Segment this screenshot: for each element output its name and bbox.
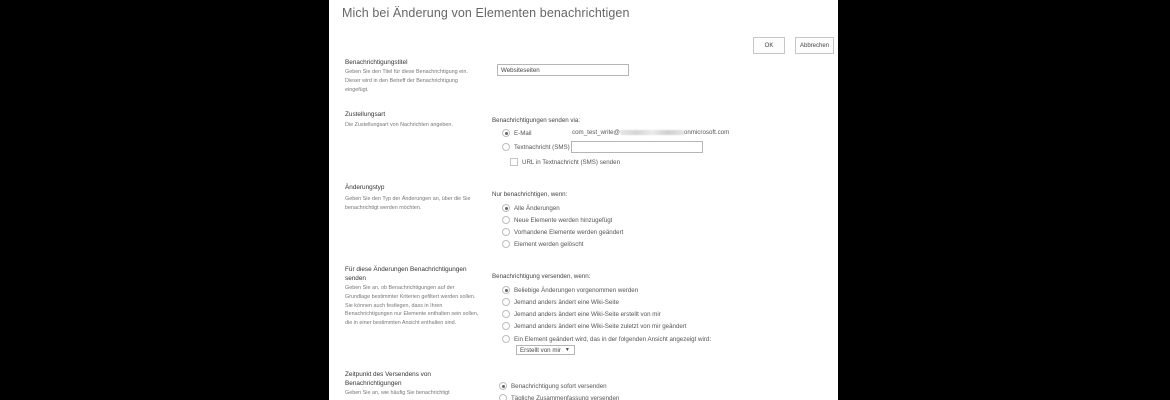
radio-all-changes[interactable] <box>502 204 510 212</box>
delivery-prompt: Benachrichtigungen senden via: <box>492 117 581 124</box>
cancel-button[interactable]: Abbrechen <box>795 37 834 54</box>
delivery-option-email[interactable] <box>502 128 532 138</box>
option-label: Benachrichtigung sofort versenden <box>511 382 607 390</box>
option-label: Jemand anders ändert eine Wiki-Seite <box>514 298 619 306</box>
option-label: Vorhandene Elemente werden geändert <box>514 228 624 236</box>
radio-view[interactable] <box>502 335 510 343</box>
view-select-value: Erstellt von mir <box>520 346 561 354</box>
sms-label: Textnachricht (SMS) <box>514 143 570 151</box>
change-type-prompt: Nur benachrichtigen, wenn: <box>492 191 568 198</box>
timing-option-daily[interactable] <box>499 393 619 400</box>
change-type-heading: Änderungstyp <box>345 184 385 191</box>
timing-description: Geben Sie an, wie häufig Sie benachrichtigt <box>345 390 450 396</box>
option-label: Beliebige Änderungen vorgenommen werden <box>514 286 639 294</box>
email-prefix: com_test_write@ <box>572 129 620 136</box>
change-type-description: Geben Sie den Typ der Änderungen an, über die Sie benachrichtigt werden möchten. <box>345 196 471 211</box>
sms-url-option[interactable] <box>510 157 620 167</box>
alert-title-input[interactable] <box>497 64 629 76</box>
radio-any-change[interactable] <box>502 286 510 294</box>
radio-email[interactable] <box>502 129 510 137</box>
radio-wiki-changed[interactable] <box>502 298 510 306</box>
view-select[interactable] <box>516 345 575 355</box>
alert-title-description: Geben Sie den Titel für diese Benachrichtigung ein. Dieser wird in den Betreff der Benachrichtigung eingefügt. <box>345 69 468 93</box>
change-type-option-all[interactable] <box>502 203 560 213</box>
change-type-option-modified[interactable] <box>502 227 623 237</box>
filter-option-wiki-created-by-me[interactable] <box>502 309 661 319</box>
option-label: Alle Änderungen <box>514 204 560 212</box>
option-label: Element werden gelöscht <box>514 240 584 248</box>
filter-option-view[interactable] <box>502 334 711 344</box>
radio-items-added[interactable] <box>502 216 510 224</box>
redacted-email-part <box>620 130 684 135</box>
radio-wiki-created-by-me[interactable] <box>502 310 510 318</box>
filter-option-wiki-modified-by-me[interactable] <box>502 321 687 331</box>
sms-url-label: URL in Textnachricht (SMS) senden <box>522 158 621 166</box>
filter-option-wiki-changed[interactable] <box>502 297 619 307</box>
option-label: Ein Element geändert wird, das in der folgenden Ansicht angezeigt wird: <box>514 335 712 343</box>
sms-number-input[interactable] <box>571 141 703 153</box>
email-suffix: onmicrosoft.com <box>683 129 730 136</box>
radio-wiki-modified-by-me[interactable] <box>502 322 510 330</box>
sms-url-checkbox[interactable] <box>510 158 518 166</box>
dropdown-arrow-icon: ▼ <box>564 346 570 353</box>
alert-title-heading: Benachrichtigungstitel <box>345 59 408 66</box>
option-label: Tägliche Zusammenfassung versenden <box>511 394 620 400</box>
change-type-option-deleted[interactable] <box>502 239 583 249</box>
option-label: Jemand anders ändert eine Wiki-Seite erstellt von mir <box>514 310 661 318</box>
alert-dialog <box>329 0 838 400</box>
radio-items-modified[interactable] <box>502 228 510 236</box>
radio-items-deleted[interactable] <box>502 240 510 248</box>
filter-heading: Für diese Änderungen Benachrichtigungen senden <box>345 266 467 282</box>
delivery-description: Die Zustellungsart von Nachrichten angeben. <box>345 122 453 128</box>
delivery-heading: Zustellungsart <box>345 111 386 118</box>
filter-description: Geben Sie an, ob Benachrichtigungen auf der Grundlage bestimmter Kriterien gefiltert werden sollen. Sie können auch festlegen, dass in Ihren Benachrichtigungen nur Elemente enthalten sein sollen, die in einer bestimmten Ansicht enthalten sind. <box>345 285 479 327</box>
option-label: Jemand anders ändert eine Wiki-Seite zuletzt von mir geändert <box>514 322 687 330</box>
timing-option-immediate[interactable] <box>499 381 607 391</box>
radio-daily-summary[interactable] <box>499 394 507 400</box>
timing-heading: Zeitpunkt des Versendens von Benachrichtigungen <box>345 371 431 387</box>
ok-button[interactable]: OK <box>753 37 785 54</box>
radio-send-immediately[interactable] <box>499 382 507 390</box>
delivery-option-sms[interactable] <box>502 142 570 152</box>
filter-option-any[interactable] <box>502 285 638 295</box>
radio-sms[interactable] <box>502 143 510 151</box>
filter-prompt: Benachrichtigung versenden, wenn: <box>492 273 591 280</box>
option-label: Neue Elemente werden hinzugefügt <box>514 216 613 224</box>
change-type-option-added[interactable] <box>502 215 612 225</box>
dialog-title: Mich bei Änderung von Elementen benachrichtigen <box>342 6 630 20</box>
email-address <box>572 129 729 136</box>
email-label: E-Mail <box>514 129 532 137</box>
